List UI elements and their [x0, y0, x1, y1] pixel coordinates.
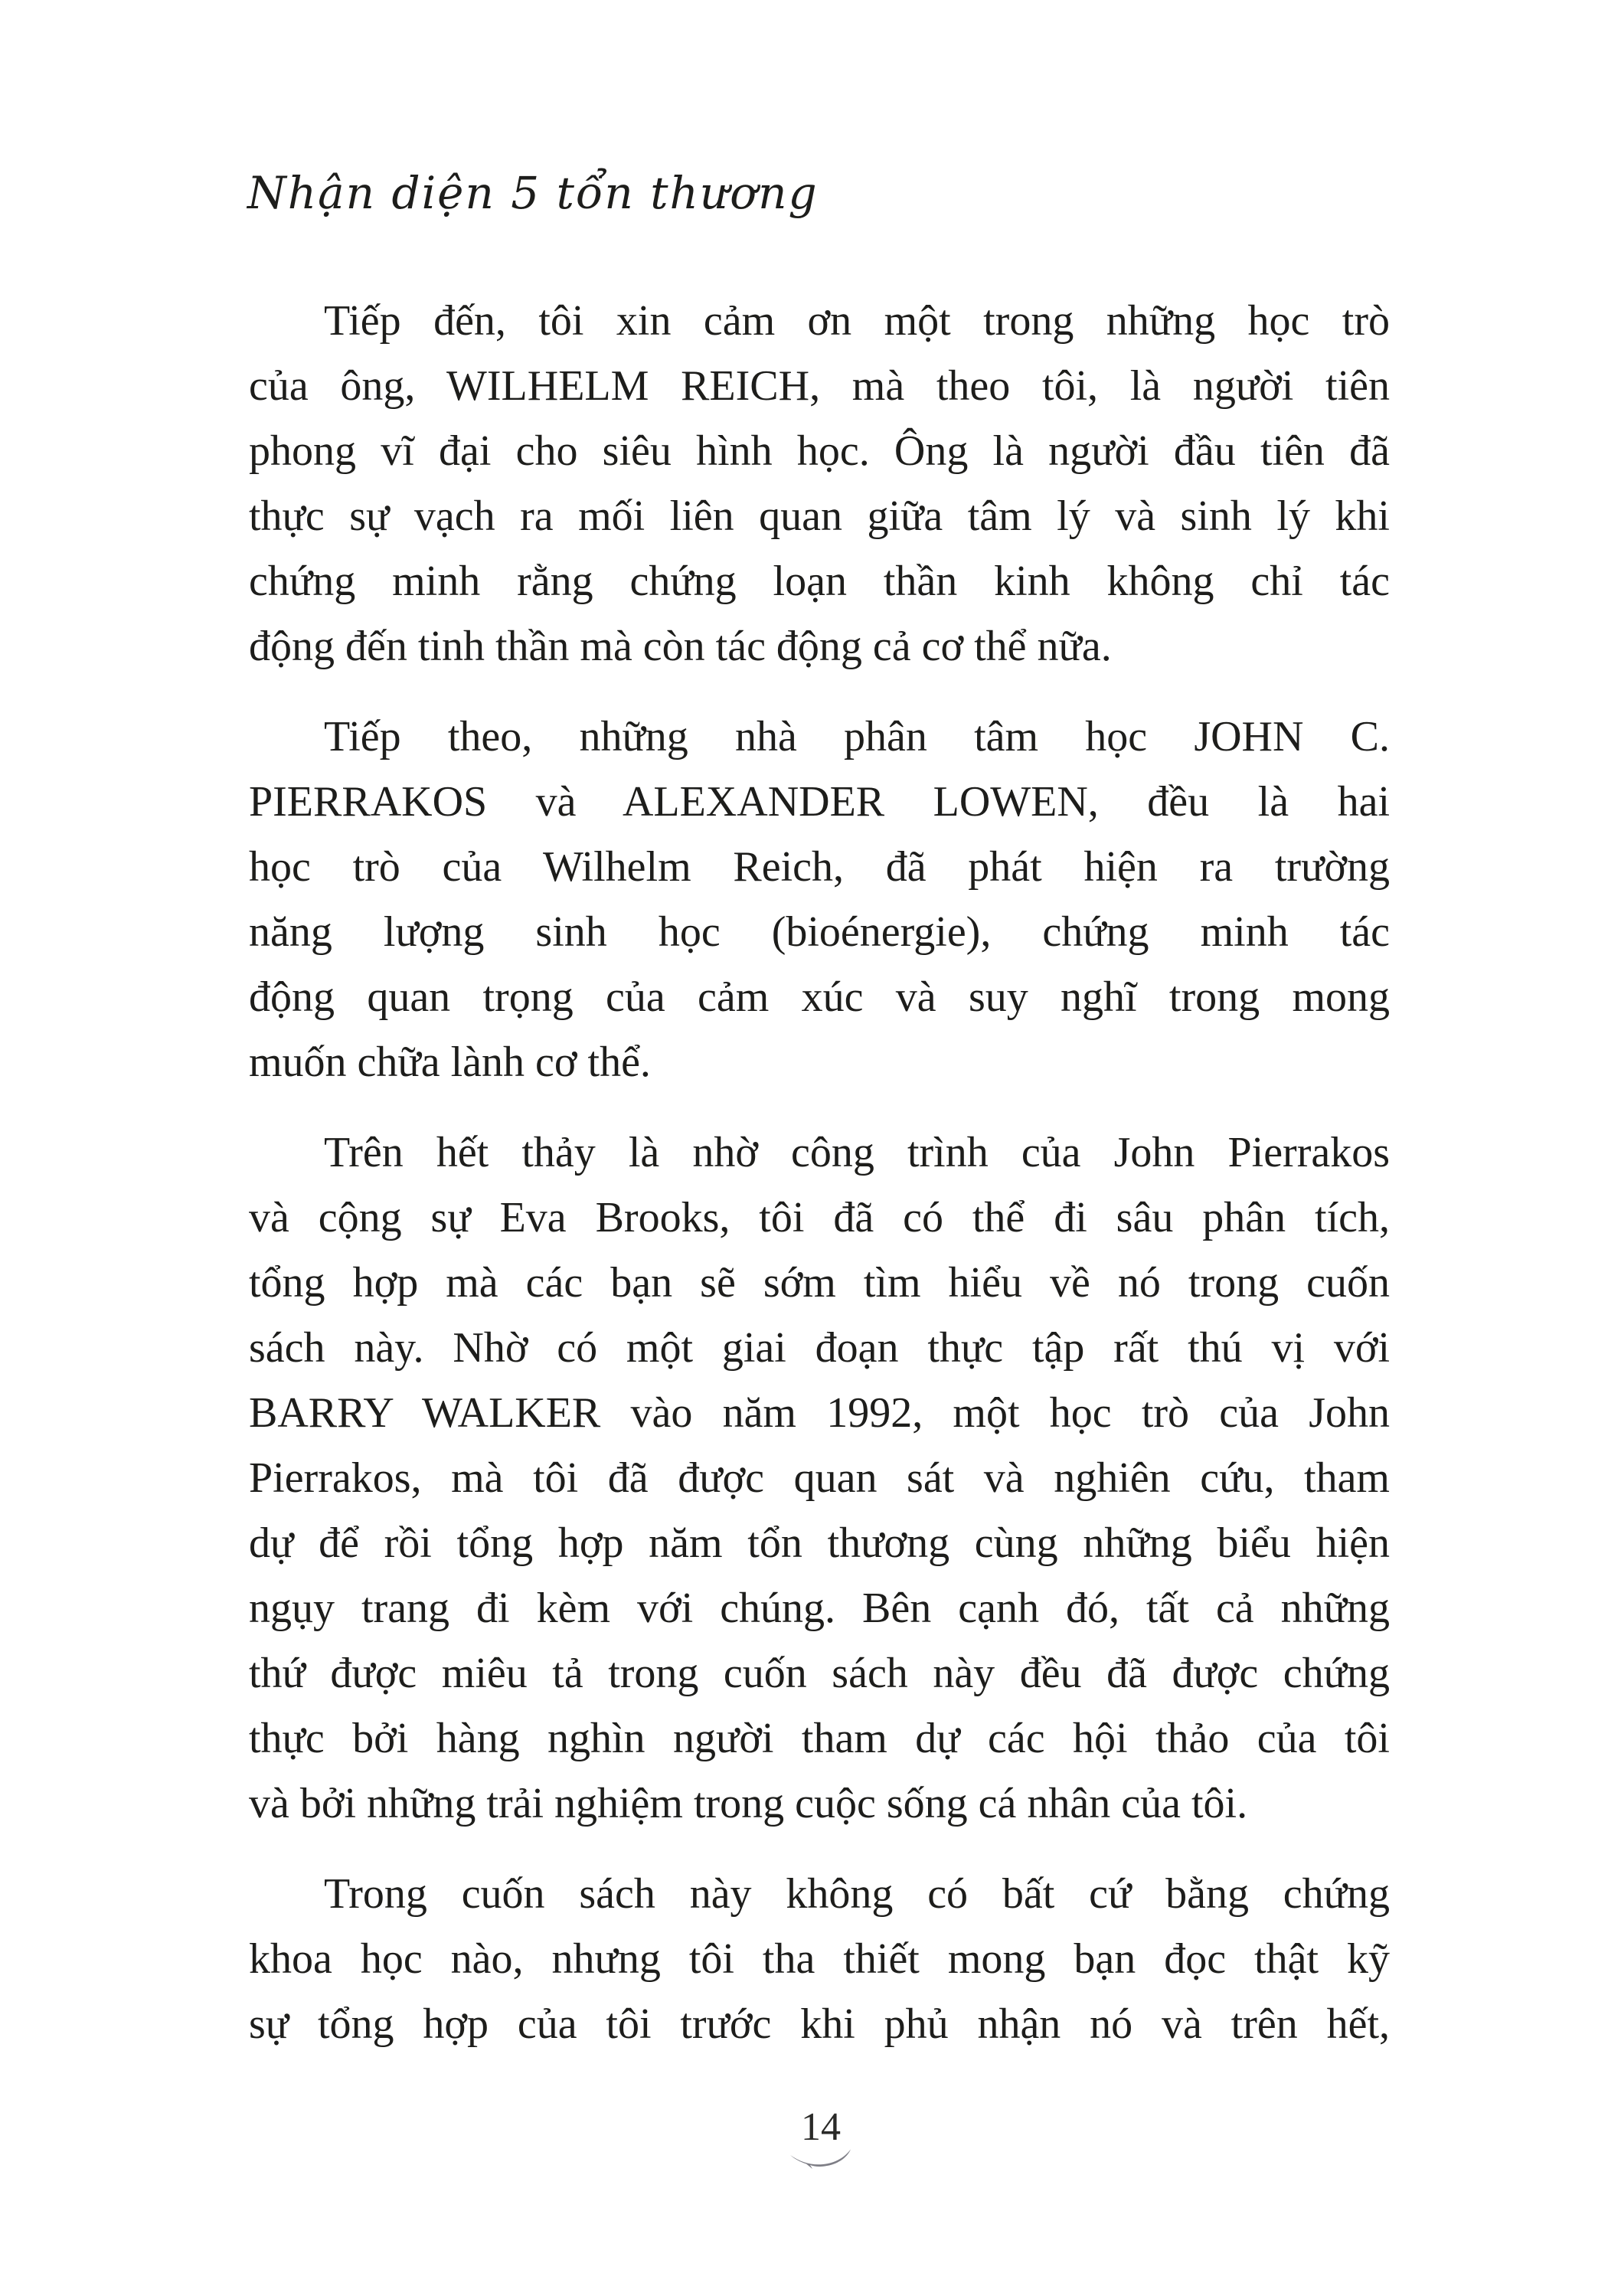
text-line: Tiếp đến, tôi xin cảm ơn một trong những học trò	[324, 297, 1390, 345]
text-line: thực sự vạch ra mối liên quan giữa tâm lý và sinh lý khi	[249, 492, 1390, 540]
paragraph	[249, 289, 1390, 679]
text-line: và cộng sự Eva Brooks, tôi đã có thể đi sâu phân tích,	[249, 1194, 1390, 1241]
running-header: Nhận diện 5 tổn thương	[247, 167, 819, 219]
text-line: tổng hợp mà các bạn sẽ sớm tìm hiểu về nó trong cuốn	[249, 1259, 1390, 1307]
text-line: của ông, WILHELM REICH, mà theo tôi, là người tiên	[249, 362, 1390, 410]
text-line: sách này. Nhờ có một giai đoạn thực tập rất thú vị với	[249, 1324, 1390, 1372]
text-line: và bởi những trải nghiệm trong cuộc sống cá nhân của tôi.	[249, 1780, 1248, 1827]
text-line: PIERRAKOS và ALEXANDER LOWEN, đều là hai	[249, 778, 1390, 826]
text-line: ngụy trang đi kèm với chúng. Bên cạnh đó, tất cả những	[249, 1585, 1390, 1632]
paragraph	[249, 1862, 1390, 2057]
text-line: học trò của Wilhelm Reich, đã phát hiện ra trường	[249, 843, 1390, 891]
text-line: thực bởi hàng nghìn người tham dự các hội thảo của tôi	[249, 1715, 1390, 1762]
text-line: động đến tinh thần mà còn tác động cả cơ thể nữa.	[249, 623, 1112, 670]
text-line: chứng minh rằng chứng loạn thần kinh không chỉ tác	[249, 558, 1390, 605]
text-line: sự tổng hợp của tôi trước khi phủ nhận nó và trên hết,	[249, 2000, 1390, 2048]
page-number: 14	[801, 2105, 841, 2149]
text-line: dự để rồi tổng hợp năm tổn thương cùng những biểu hiện	[249, 1519, 1390, 1567]
paragraph	[249, 1120, 1390, 1836]
text-line: khoa học nào, nhưng tôi tha thiết mong bạn đọc thật kỹ	[249, 1935, 1390, 1983]
text-line: Tiếp theo, những nhà phân tâm học JOHN C.	[324, 713, 1390, 760]
page-footer	[789, 2105, 852, 2169]
text-line: phong vĩ đại cho siêu hình học. Ông là người đầu tiên đã	[249, 427, 1390, 475]
text-line: động quan trọng của cảm xúc và suy nghĩ trong mong	[249, 973, 1390, 1021]
text-line: Trong cuốn sách này không có bất cứ bằng chứng	[324, 1870, 1390, 1918]
text-line: BARRY WALKER vào năm 1992, một học trò của John	[249, 1389, 1390, 1437]
swoosh-ornament-icon	[789, 2149, 852, 2169]
paragraph	[249, 705, 1390, 1095]
text-line: thứ được miêu tả trong cuốn sách này đều đã được chứng	[249, 1650, 1390, 1697]
text-line: Pierrakos, mà tôi đã được quan sát và nghiên cứu, tham	[249, 1454, 1390, 1502]
text-line: năng lượng sinh học (bioénergie), chứng minh tác	[249, 908, 1390, 956]
body-text	[249, 289, 1390, 2057]
text-line: Trên hết thảy là nhờ công trình của John Pierrakos	[324, 1129, 1390, 1176]
text-line: muốn chữa lành cơ thể.	[249, 1038, 651, 1086]
